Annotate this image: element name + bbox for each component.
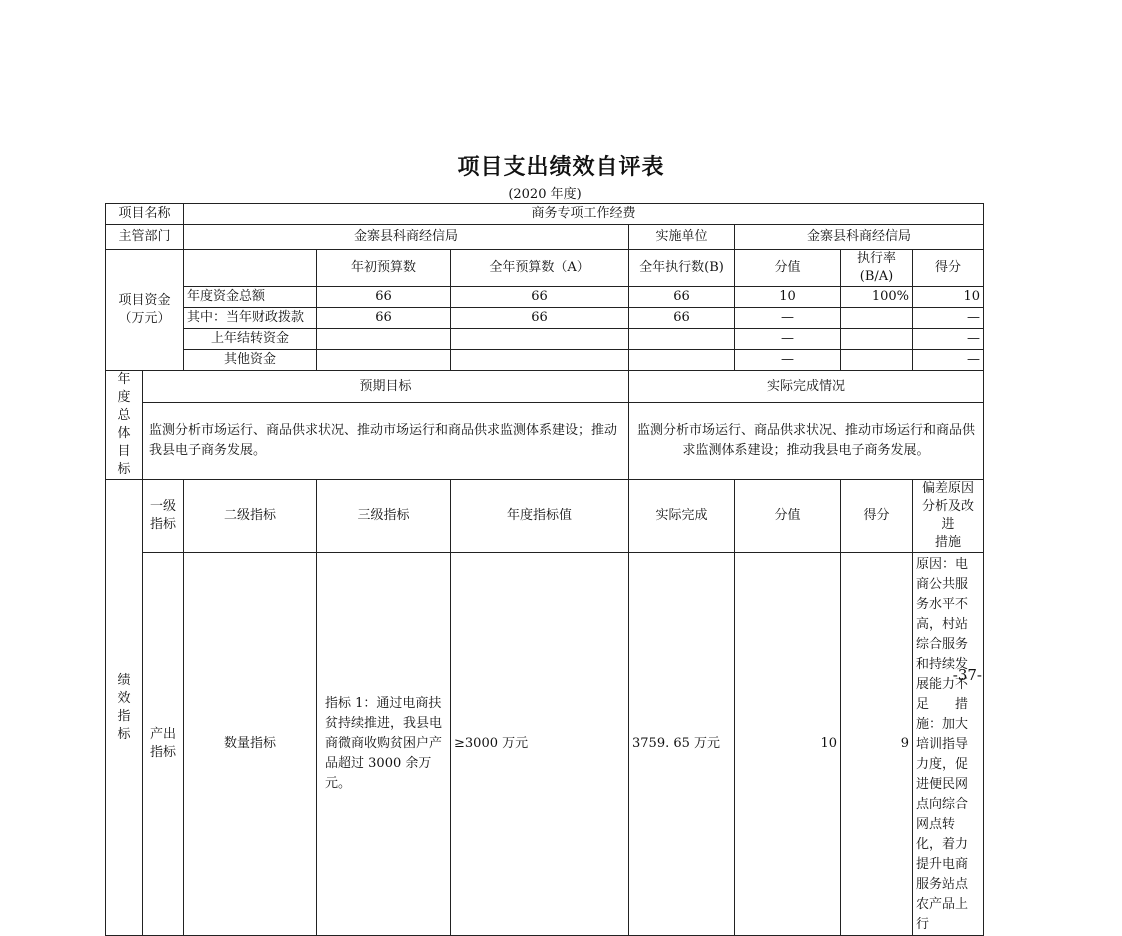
annual-goal-label-char: 标 <box>117 462 131 477</box>
annual-target-cell: ≥3000 万元 <box>451 553 629 936</box>
funds-row-carryover <box>106 329 984 350</box>
funds-header-blank <box>184 250 317 287</box>
level2-indicator-header: 二级指标 <box>184 480 317 553</box>
department-value: 金寨县科商经信局 <box>184 225 629 250</box>
deviation-analysis-header <box>913 480 984 553</box>
funds-group-label-line1: 项目资金 <box>118 293 171 308</box>
performance-evaluation-table <box>105 203 984 936</box>
analysis-header-line: 措施 <box>935 535 962 550</box>
annual-goal-label-char: 目 <box>117 444 131 459</box>
annual-target-header: 年度指标值 <box>451 480 629 553</box>
funds-header-initial: 年初预算数 <box>317 250 451 287</box>
deviation-analysis-cell: 原因：电商公共服务水平不高，村站综合服务和持续发展能力不足 措施：加大培训指导力度，促进便民网点向综合网点转化，着力提升电商服务站点农产品上行 <box>913 553 984 936</box>
funds-row-initial: 66 <box>317 287 451 308</box>
funds-row-score-value: — <box>735 350 841 371</box>
department-row <box>106 225 984 250</box>
funds-row-executed: 66 <box>629 287 735 308</box>
funds-row-fiscal <box>106 308 984 329</box>
funds-row-initial: 66 <box>317 308 451 329</box>
funds-row-score-value: — <box>735 329 841 350</box>
project-name-value: 商务专项工作经费 <box>184 204 984 225</box>
project-name-row <box>106 204 984 225</box>
funds-row-total <box>106 287 984 308</box>
page-number: -37- <box>952 666 982 684</box>
implementing-unit-label: 实施单位 <box>629 225 735 250</box>
funds-header-score-value: 分值 <box>735 250 841 287</box>
annual-goal-label-char: 度 <box>117 390 131 405</box>
annual-goal-label <box>106 371 143 480</box>
funds-row-rate: 100% <box>841 287 913 308</box>
department-label: 主管部门 <box>106 225 184 250</box>
funds-row-label: 年度资金总额 <box>184 287 317 308</box>
performance-label-char: 标 <box>117 726 131 742</box>
funds-header-annual: 全年预算数（A） <box>451 250 629 287</box>
level3-indicator-header: 三级指标 <box>317 480 451 553</box>
funds-group-label <box>106 250 184 371</box>
funds-row-executed <box>629 329 735 350</box>
funds-row-score-value: 10 <box>735 287 841 308</box>
level1-indicator-line: 产出 <box>150 727 177 742</box>
score-value-col-header: 分值 <box>735 480 841 553</box>
funds-header-executed: 全年执行数(B) <box>629 250 735 287</box>
funds-row-score: — <box>913 308 984 329</box>
funds-row-annual <box>451 329 629 350</box>
funds-row-label: 上年结转资金 <box>184 329 317 350</box>
level1-header-line: 一级 <box>150 499 177 514</box>
funds-row-annual: 66 <box>451 308 629 329</box>
annual-goal-label-char: 年 <box>117 372 131 387</box>
annual-goal-content-row <box>106 403 984 480</box>
level2-indicator-cell: 数量指标 <box>184 553 317 936</box>
funds-header-rate: 执行率(B/A) <box>841 250 913 287</box>
funds-row-other <box>106 350 984 371</box>
funds-header-row <box>106 250 984 287</box>
actual-completion-cell: 3759. 65 万元 <box>629 553 735 936</box>
funds-row-score: 10 <box>913 287 984 308</box>
level1-indicator-header <box>143 480 184 553</box>
page-title: 项目支出绩效自评表 <box>457 155 665 180</box>
level1-header-line: 指标 <box>150 517 177 532</box>
funds-row-annual <box>451 350 629 371</box>
score-col-header: 得分 <box>841 480 913 553</box>
implementing-unit-value: 金寨县科商经信局 <box>735 225 984 250</box>
funds-header-score: 得分 <box>913 250 984 287</box>
funds-row-score: — <box>913 350 984 371</box>
actual-completion-col-header: 实际完成 <box>629 480 735 553</box>
performance-label-char: 绩 <box>117 672 131 688</box>
actual-completion-text: 监测分析市场运行、商品供求状况、推动市场运行和商品供求监测体系建设；推动我县电子商务发展。 <box>629 403 984 480</box>
funds-row-rate <box>841 308 913 329</box>
funds-row-initial <box>317 350 451 371</box>
indicator-header-row <box>106 480 984 553</box>
actual-completion-header: 实际完成情况 <box>629 371 984 403</box>
level1-indicator-line: 指标 <box>150 745 177 760</box>
funds-row-initial <box>317 329 451 350</box>
annual-goal-label-char: 体 <box>117 426 131 441</box>
performance-indicator-label <box>106 480 143 936</box>
funds-row-annual: 66 <box>451 287 629 308</box>
score-cell: 9 <box>841 553 913 936</box>
project-name-label: 项目名称 <box>106 204 184 225</box>
funds-row-rate <box>841 350 913 371</box>
funds-row-rate <box>841 329 913 350</box>
funds-row-label: 其他资金 <box>184 350 317 371</box>
indicator-row <box>106 553 984 936</box>
funds-group-label-line2: （万元） <box>118 311 171 326</box>
annual-goal-header-row <box>106 371 984 403</box>
expected-goal-header: 预期目标 <box>143 371 629 403</box>
funds-row-score: — <box>913 329 984 350</box>
funds-row-executed: 66 <box>629 308 735 329</box>
score-value-cell: 10 <box>735 553 841 936</box>
annual-goal-label-char: 总 <box>117 408 131 423</box>
funds-row-label: 其中：当年财政拨款 <box>184 308 317 329</box>
level1-indicator-cell <box>143 553 184 936</box>
performance-label-char: 效 <box>117 690 131 706</box>
analysis-header-line: 偏差原因分析及改进 <box>922 481 975 532</box>
funds-row-score-value: — <box>735 308 841 329</box>
year-subtitle: (2020 年度) <box>508 187 582 202</box>
level3-indicator-cell: 指标 1：通过电商扶贫持续推进，我县电商微商收购贫困户产品超过 3000 余万元。 <box>317 553 451 936</box>
funds-row-executed <box>629 350 735 371</box>
expected-goal-text: 监测分析市场运行、商品供求状况、推动市场运行和商品供求监测体系建设；推动我县电子商务发展。 <box>143 403 629 480</box>
performance-label-char: 指 <box>117 708 131 724</box>
